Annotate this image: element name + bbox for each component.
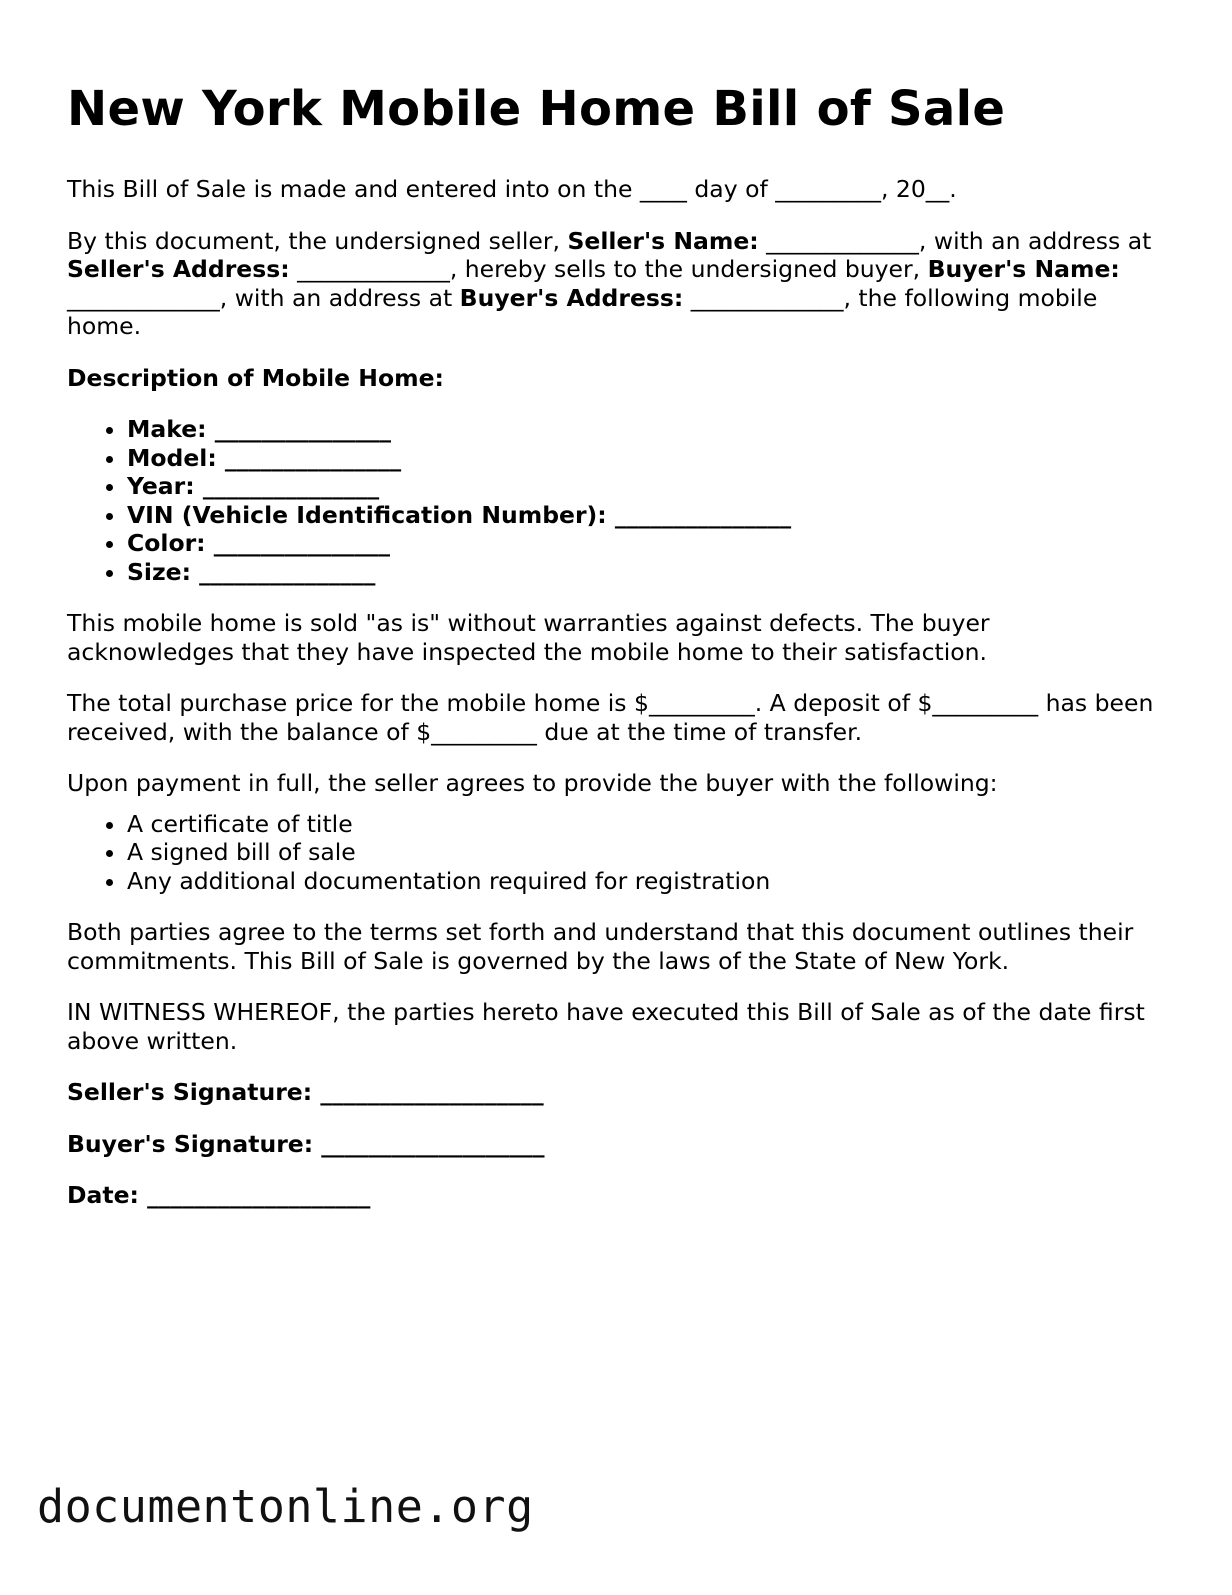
buyer-signature-line: Buyer's Signature: ___________________ xyxy=(67,1129,545,1158)
list-item xyxy=(127,444,1157,473)
list-item xyxy=(127,529,1157,558)
list-item xyxy=(127,501,1157,530)
color-label: Color: xyxy=(127,529,206,558)
year-label: Year: xyxy=(127,472,195,501)
parties-text-e: _____________, the following mobile home. xyxy=(67,283,1098,341)
watermark: documentonline.org xyxy=(37,1480,534,1533)
description-heading-text: Description of Mobile Home: xyxy=(67,363,444,392)
list-item xyxy=(127,415,1157,444)
deliverables-list xyxy=(67,810,1157,896)
parties-text-d: _____________, with an address at xyxy=(67,283,460,312)
parties-clause xyxy=(67,227,1157,341)
date-clause: This Bill of Sale is made and entered into on the ____ day of _________, 20__. xyxy=(67,175,957,204)
model-blank: _______________ xyxy=(216,443,402,472)
list-item: • A certificate of title xyxy=(127,810,1157,839)
vin-label: VIN (Vehicle Identification Number): xyxy=(127,500,607,529)
upon-payment-clause: Upon payment in full, the seller agrees to provide the buyer with the following: xyxy=(67,769,998,798)
document-title: New York Mobile Home Bill of Sale xyxy=(67,81,1006,137)
list-item xyxy=(127,472,1157,501)
size-blank: _______________ xyxy=(191,557,376,586)
size-label: Size: xyxy=(127,557,191,586)
make-label: Make: xyxy=(127,415,207,444)
parties-text-b: _____________, with an address at xyxy=(758,226,1152,255)
description-list xyxy=(67,415,1157,586)
year-blank: _______________ xyxy=(194,472,380,501)
agreement-clause: Both parties agree to the terms set forth and understand that this document outlines their commitments. This Bill of Sale is governed by the laws of the State of New York. xyxy=(67,918,1134,975)
model-label: Model: xyxy=(127,443,217,472)
seller-name-label: Seller's Name: xyxy=(567,226,759,255)
seller-signature-line: Seller's Signature: ___________________ xyxy=(67,1078,544,1107)
list-item: • Any additional documentation required for registration xyxy=(127,867,1157,896)
buyer-address-label: Buyer's Address: xyxy=(459,283,684,312)
list-item xyxy=(127,558,1157,587)
date-line: Date: ___________________ xyxy=(67,1181,371,1210)
parties-text-a: By this document, the undersigned seller, xyxy=(67,226,568,255)
witness-clause: IN WITNESS WHEREOF, the parties hereto have executed this Bill of Sale as of the date first above written. xyxy=(67,998,1145,1055)
as-is-clause: This mobile home is sold "as is" without warranties against defects. The buyer acknowledges that they have inspected the mobile home to their satisfaction. xyxy=(67,609,990,666)
description-heading xyxy=(67,364,1157,393)
color-blank: _______________ xyxy=(205,529,391,558)
make-blank: _______________ xyxy=(206,415,392,444)
seller-address-label: Seller's Address: xyxy=(67,255,290,284)
document-page xyxy=(67,82,1157,1233)
buyer-name-label: Buyer's Name: xyxy=(927,255,1120,284)
price-clause: The total purchase price for the mobile home is $_________. A deposit of $_________ has been received, with the balance of $_________ due at the time of transfer. xyxy=(67,689,1154,746)
list-item: • A signed bill of sale xyxy=(127,838,1157,867)
vin-blank: _______________ xyxy=(606,500,792,529)
parties-text-c: _____________, hereby sells to the undersigned buyer, xyxy=(289,255,928,284)
